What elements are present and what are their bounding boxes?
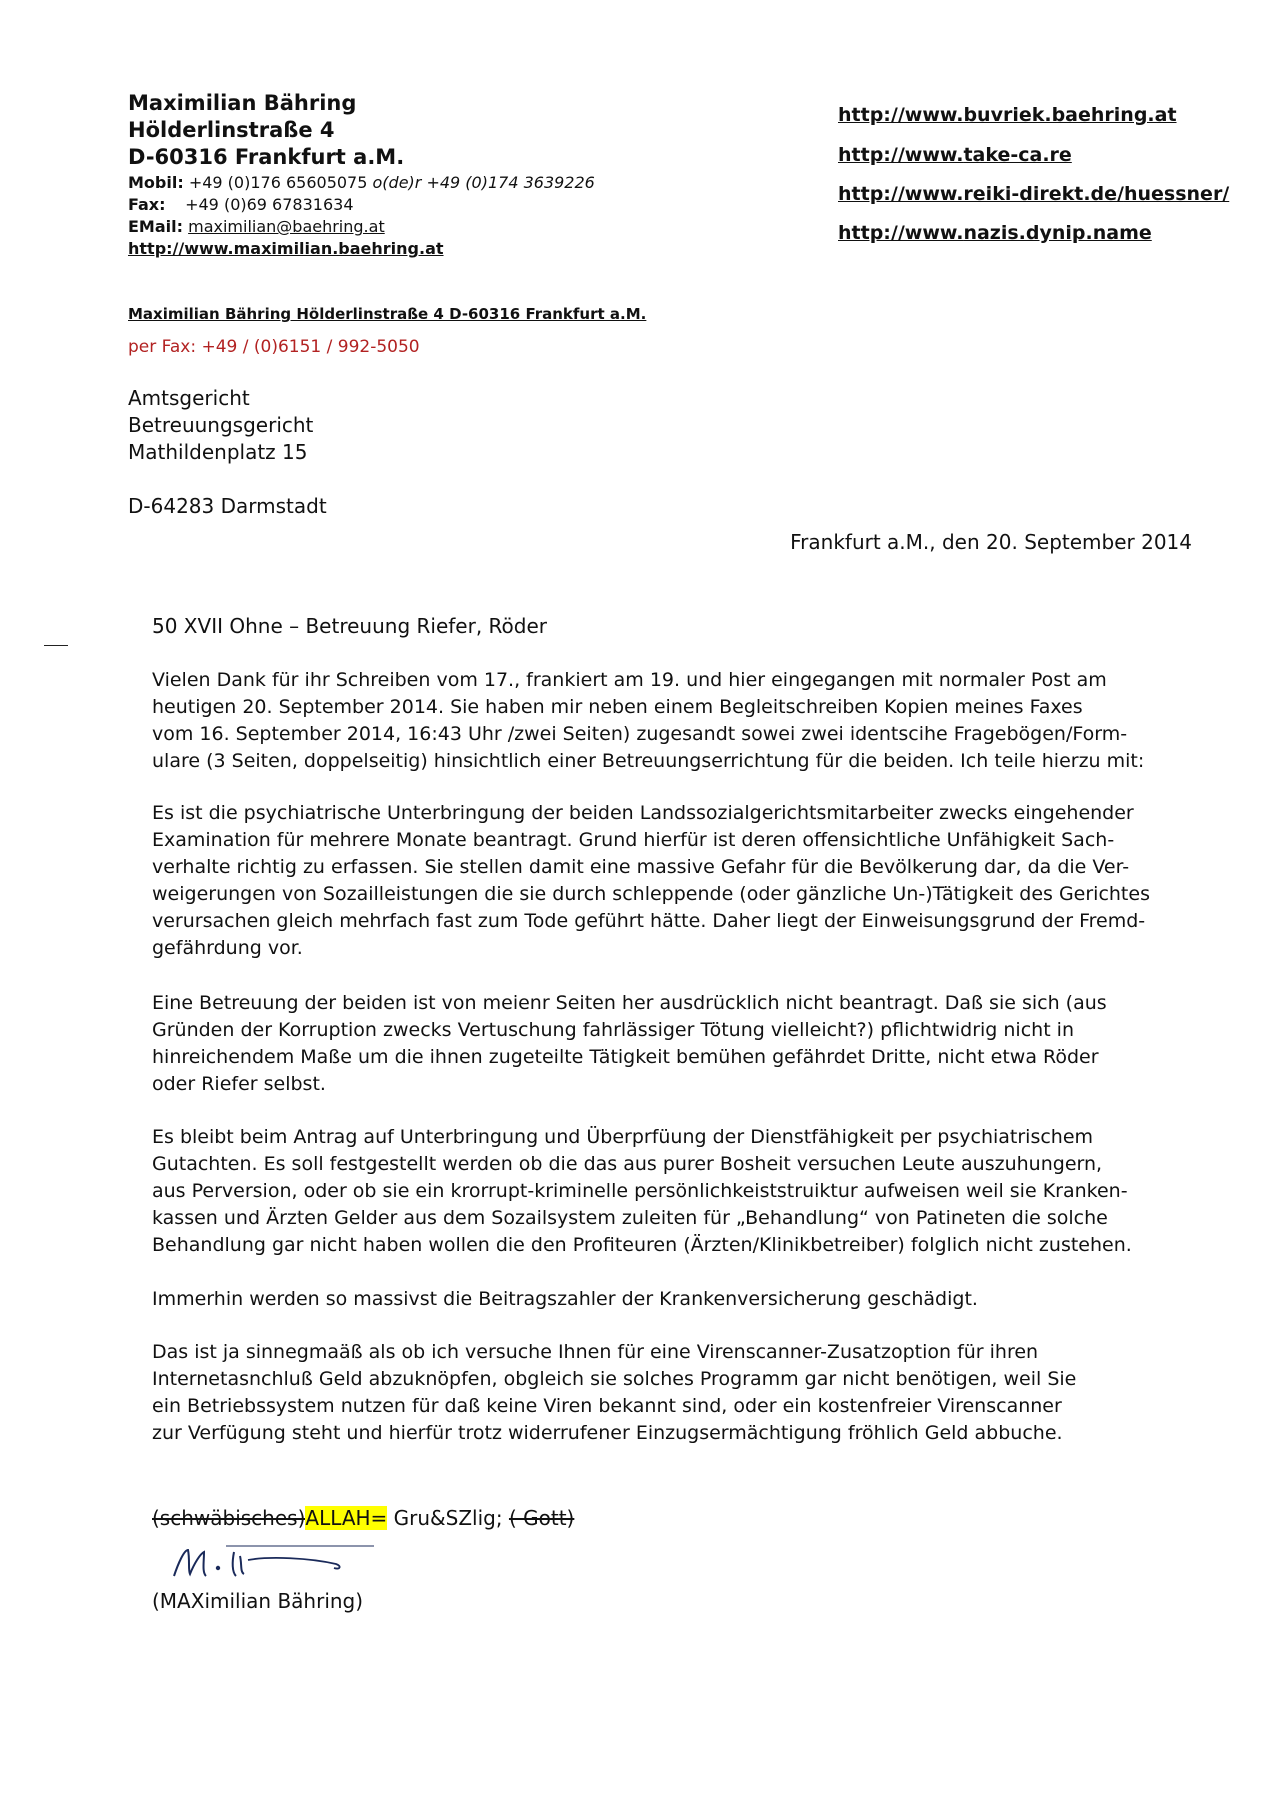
p4-line: Es bleibt beim Antrag auf Unterbringung und Überprfüung der Dienstfähigkeit per psychiatrischem <box>152 1126 1094 1148</box>
p1-line: heutigen 20. September 2014. Sie haben mir neben einem Begleitschreiben Kopien meines Faxes <box>152 696 1083 718</box>
link1-prefix: http://www. <box>838 104 964 126</box>
recipient-line1: Amtsgericht <box>128 386 250 410</box>
closing-highlight: ALLAH= <box>305 1506 388 1530</box>
link-nazis[interactable] <box>838 213 1152 253</box>
link1-bold: buvriek.baehring.at <box>963 104 1177 126</box>
fax-value: +49 (0)69 67831634 <box>185 195 354 214</box>
p2-line: gefährdung vor. <box>152 937 303 959</box>
p3-line: Gründen der Korruption zwecks Vertuschung fahrlässiger Tötung vielleicht?) pflichtwidrig nicht in <box>152 1019 1075 1041</box>
p2-line: weigerungen von Sozailleistungen die sie durch schleppende (oder gänzliche Un-)Tätigkeit des Gerichtes <box>152 883 1150 905</box>
link4-prefix: http://www. <box>838 222 964 244</box>
p2-line: verhalte richtig zu erfassen. Sie stellen damit eine massive Gefahr für die Bevölkerung dar, da die Ver- <box>152 856 1130 878</box>
link-take-ca[interactable] <box>838 135 1072 175</box>
link3-bold: huessner/ <box>1123 183 1230 205</box>
fax-line: per Fax: +49 / (0)6151 / 992-5050 <box>128 337 420 357</box>
p4-line: Gutachten. Es soll festgestellt werden ob die das aus purer Bosheit versuchen Leute auszuhungern, <box>152 1153 1103 1175</box>
sender-email <box>128 216 385 238</box>
signer-name: (MAXimilian Bähring) <box>152 1589 364 1613</box>
p6-line: Internetasnchluß Geld abzuknöpfen, obgleich sie solches Programm gar nicht benötigen, weil Sie <box>152 1368 1077 1390</box>
link4-bold: nazis.dynip.name <box>963 222 1152 244</box>
p6-line: zur Verfügung steht und hierfür trotz widerrufener Einzugsermächtigung fröhlich Geld abbuche. <box>152 1422 1063 1444</box>
closing-struck-1: (schwäbisches) <box>152 1506 306 1530</box>
p2-line: Es ist die psychiatrische Unterbringung der beiden Landssozialgerichtsmitarbeiter zwecks eingehender <box>152 802 1134 824</box>
email-label: EMail: <box>128 217 184 236</box>
p3-line: hinreichendem Maße um die ihnen zugeteilte Tätigkeit bemühen gefährdet Dritte, nicht etwa Röder <box>152 1046 1099 1068</box>
paragraph-3 <box>152 990 1107 1098</box>
paragraph-4 <box>152 1124 1132 1259</box>
paragraph-2 <box>152 800 1150 962</box>
mobil-label: Mobil: <box>128 173 184 192</box>
recipient-city: D-64283 Darmstadt <box>128 494 327 518</box>
p3-line: Eine Betreuung der beiden ist von meienr Seiten her ausdrücklich nicht beantragt. Daß sie sich (aus <box>152 992 1107 1014</box>
website-link[interactable]: http://www.maximilian.baehring.at <box>128 239 444 258</box>
p1-line: Vielen Dank für ihr Schreiben vom 17., frankiert am 19. und hier eingegangen mit normaler Post am <box>152 669 1107 691</box>
p6-line: Das ist ja sinnegmaäß als ob ich versuche Ihnen für eine Virenscanner-Zusatzoption für ihren <box>152 1341 1039 1363</box>
subject-line: 50 XVII Ohne – Betreuung Riefer, Röder <box>152 614 547 638</box>
recipient-line2: Betreuungsgericht <box>128 413 314 437</box>
link3-prefix: http://www.reiki-direkt.de/ <box>838 183 1124 205</box>
p4-line: Behandlung gar nicht haben wollen die den Profiteuren (Ärzten/Klinikbetreiber) folglich nicht zustehen. <box>152 1234 1132 1256</box>
mobil-alt: o(de)r +49 (0)174 3639226 <box>372 173 595 192</box>
closing-line <box>152 1506 574 1530</box>
recipient-line3: Mathildenplatz 15 <box>128 440 308 464</box>
handwritten-signature <box>160 1540 390 1590</box>
sender-city: D-60316 Frankfurt a.M. <box>128 145 405 169</box>
sender-mobil <box>128 172 595 194</box>
p2-line: Examination für mehrere Monate beantragt. Grund hierfür ist deren offensichtliche Unfähigkeit Sach- <box>152 829 1115 851</box>
fax-label: Fax: <box>128 195 166 214</box>
link-buvriek[interactable] <box>838 95 1177 135</box>
p1-line: vom 16. September 2014, 16:43 Uhr /zwei Seiten) zugesandt sowei zwei identscihe Fragebögen/Form- <box>152 723 1128 745</box>
sender-fax <box>128 194 354 216</box>
mobil-value: +49 (0)176 65605075 <box>188 173 368 192</box>
paragraph-5 <box>152 1286 978 1313</box>
closing-struck-2: ( Gott) <box>508 1506 575 1530</box>
p3-line: oder Riefer selbst. <box>152 1073 326 1095</box>
date-line: Frankfurt a.M., den 20. September 2014 <box>790 530 1192 554</box>
fold-mark <box>44 645 68 646</box>
closing-main: Gru&SZlig; <box>387 1506 509 1530</box>
p5-line: Immerhin werden so massivst die Beitragszahler der Krankenversicherung geschädigt. <box>152 1288 978 1310</box>
p6-line: ein Betriebssystem nutzen für daß keine Viren bekannt sind, oder ein kostenfreier Virenscanner <box>152 1395 1062 1417</box>
sender-street: Hölderlinstraße 4 <box>128 118 335 142</box>
link-reiki[interactable] <box>838 174 1229 214</box>
paragraph-6 <box>152 1339 1076 1447</box>
link2-bold: take-ca.re <box>963 144 1072 166</box>
email-link[interactable]: maximilian@baehring.at <box>188 217 385 236</box>
p4-line: kassen und Ärzten Gelder aus dem Sozailsystem zuleiten für „Behandlung“ von Patineten die solche <box>152 1207 1108 1229</box>
paragraph-1 <box>152 667 1144 775</box>
sender-name: Maximilian Bähring <box>128 91 357 115</box>
p2-line: verursachen gleich mehrfach fast zum Tode geführt hätte. Daher liegt der Einweisungsgrund der Fremd- <box>152 910 1146 932</box>
sender-website[interactable] <box>128 238 444 260</box>
link2-prefix: http://www. <box>838 144 964 166</box>
p1-line: ulare (3 Seiten, doppelseitig) hinsichtlich einer Betreuungserrichtung für die beiden. Ich teile hierzu mit: <box>152 750 1145 772</box>
return-address: Maximilian Bähring Hölderlinstraße 4 D-60316 Frankfurt a.M. <box>128 305 647 323</box>
p4-line: aus Perversion, oder ob sie ein krorrupt-kriminelle persönlichkeiststruiktur aufweisen weil sie Kranken- <box>152 1180 1128 1202</box>
